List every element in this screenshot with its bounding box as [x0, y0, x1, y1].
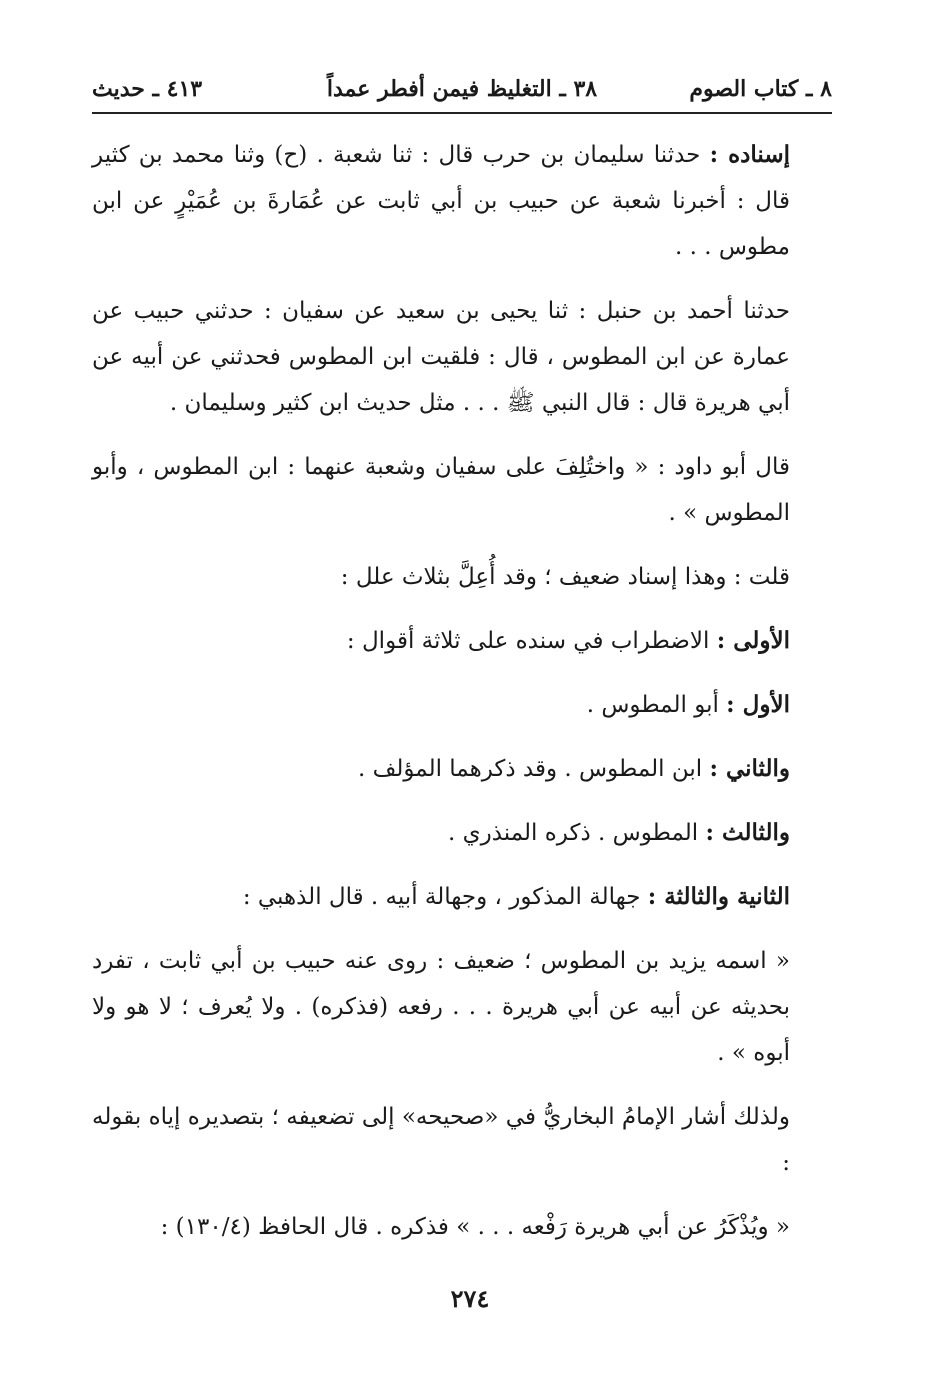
header-chapter: ٨ ـ كتاب الصوم — [689, 76, 832, 102]
paragraph-text: قلت : وهذا إسناد ضعيف ؛ وقد أُعِلَّ بثلاث علل : — [340, 564, 790, 590]
paragraph-lead: الثانية والثالثة : — [647, 883, 790, 910]
paragraph-bukhari-quote — [92, 1204, 790, 1250]
paragraph-text: جهالة المذكور ، وجهالة أبيه . قال الذهبي : — [242, 884, 648, 910]
paragraph-ahmad — [92, 288, 790, 426]
paragraph-text: « اسمه يزيد بن المطوس ؛ ضعيف : روى عنه حبيب بن أبي ثابت ، تفرد بحديثه عن أبيه عن أبي هريرة . . . رفعه (فذكره) . ولا يُعرف ؛ لا هو ولا أبوه » . — [92, 948, 790, 1066]
paragraph-text: قال أبو داود : « واختُلِفَ على سفيان وشعبة عنهما : ابن المطوس ، وأبو المطوس » . — [92, 454, 790, 526]
paragraph-first-saying — [92, 682, 790, 728]
paragraph-text: حدثنا سليمان بن حرب قال : ثنا شعبة . (ح) وثنا محمد بن كثير قال : أخبرنا شعبة عن حبيب بن أبي ثابت عن عُمَارةَ بن عُمَيْرٍ عن ابن مطوس . . . — [92, 142, 790, 260]
paragraph-lead: الأول : — [726, 691, 790, 718]
paragraph-text: « ويُذْكَرُ عن أبي هريرة رَفْعه . . . » فذكره . قال الحافظ (١٣٠/٤) : — [160, 1214, 790, 1240]
paragraph-qultu — [92, 554, 790, 600]
running-header — [92, 72, 832, 114]
paragraph-isnad — [92, 132, 790, 270]
paragraph-third-saying — [92, 810, 790, 856]
paragraph-text: أبو المطوس . — [586, 692, 727, 718]
header-hadith-number: ٤١٣ ـ حديث — [92, 76, 203, 102]
page-body — [92, 132, 832, 1268]
header-section: ٣٨ ـ التغليظ فيمن أفطر عمداً — [326, 76, 598, 102]
paragraph-first-defect — [92, 618, 790, 664]
paragraph-second-third-defects — [92, 874, 790, 920]
paragraph-abu-dawud — [92, 444, 790, 536]
paragraph-lead: والثالث : — [705, 819, 790, 846]
page-number: ٢٧٤ — [450, 1284, 490, 1313]
paragraph-dhahabi-quote — [92, 938, 790, 1076]
paragraph-lead: الأولى : — [716, 627, 790, 654]
paragraph-text: ولذلك أشار الإمامُ البخاريُّ في «صحيحه» إلى تضعيفه ؛ بتصديره إياه بقوله : — [92, 1104, 790, 1176]
paragraph-text: ابن المطوس . وقد ذكرهما المؤلف . — [357, 756, 710, 782]
paragraph-lead: إسناده : — [709, 141, 790, 168]
paragraph-lead: والثاني : — [709, 755, 790, 782]
paragraph-text: المطوس . ذكره المنذري . — [448, 820, 706, 846]
paragraph-text: حدثنا أحمد بن حنبل : ثنا يحيى بن سعيد عن سفيان : حدثني حبيب عن عمارة عن ابن المطوس ، قال : فلقيت ابن المطوس فحدثني عن أبيه عن أبي هريرة قال : قال النبي ﷺ . . . مثل حديث ابن كثير وسليمان . — [92, 298, 790, 416]
paragraph-second-saying — [92, 746, 790, 792]
paragraph-bukhari — [92, 1094, 790, 1186]
paragraph-text: الاضطراب في سنده على ثلاثة أقوال : — [346, 628, 717, 654]
